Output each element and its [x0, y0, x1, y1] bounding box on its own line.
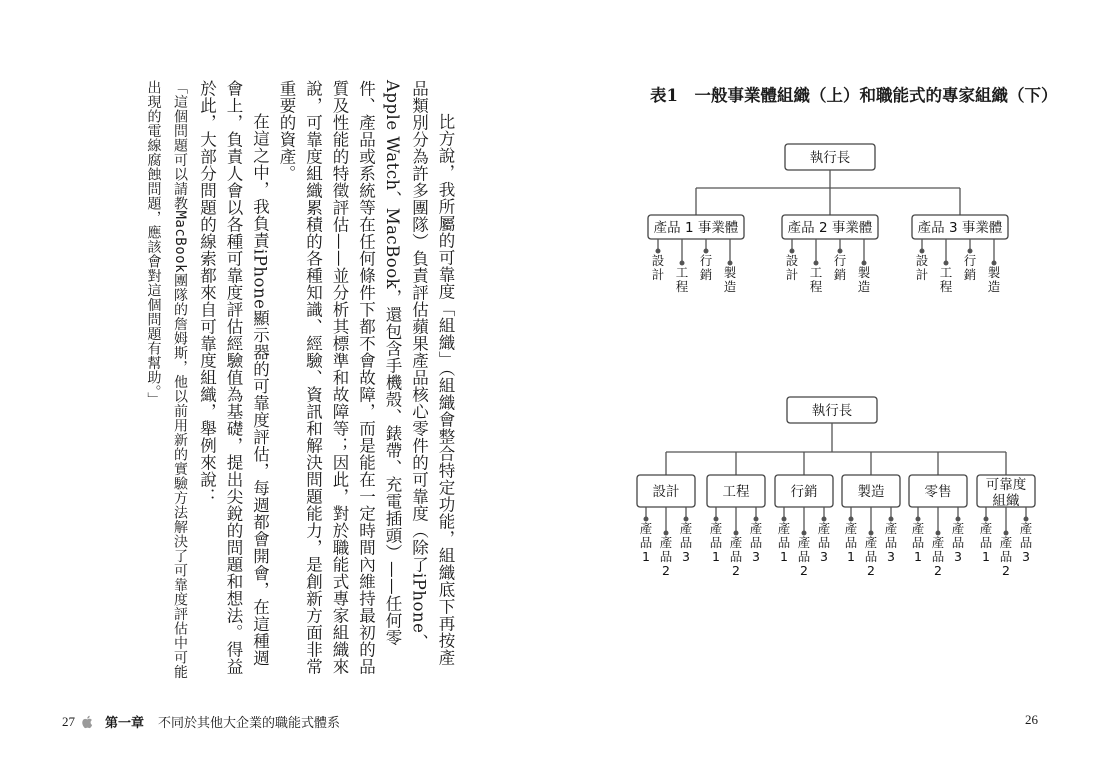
- bottom-unit-2-product-label: 產品 3: [749, 521, 763, 564]
- bottom-unit-6-product-label: 產品 3: [1019, 521, 1033, 564]
- right-page-number: 26: [1025, 712, 1038, 727]
- top-unit-1-function-label: 製造: [723, 265, 737, 294]
- left-page-number: 27: [62, 713, 75, 729]
- chapter-title: 不同於其他大企業的職能式體系: [158, 715, 341, 730]
- top-unit-1-function-label: 工程: [675, 265, 689, 294]
- bottom-unit-3-product-label: 產品 1: [777, 521, 791, 564]
- bottom-unit-4-product-label: 產品 1: [844, 521, 858, 564]
- apple-logo-icon: [81, 715, 93, 729]
- body-text: [134, 80, 458, 680]
- bottom-unit-4-product-label: 產品 3: [884, 521, 898, 564]
- top-unit-1-label: 產品 1 事業體: [653, 220, 739, 236]
- bottom-unit-2-label: 工程: [722, 484, 750, 500]
- bottom-unit-1-product-label: 產品 1: [639, 521, 653, 564]
- table-title: 表1 一般事業體組織（上）和職能式的專家組織（下）: [650, 86, 1058, 105]
- top-unit-2-function-label: 行銷: [833, 253, 847, 282]
- top-unit-3-label: 產品 3 事業體: [917, 220, 1003, 236]
- top-unit-3-function-label: 工程: [939, 265, 953, 294]
- bottom-unit-1-product-label: 產品 3: [679, 521, 693, 564]
- bottom-unit-5-product-label: 產品 1: [911, 521, 925, 564]
- top-unit-2-label: 產品 2 事業體: [787, 220, 873, 236]
- paragraph-1: 比方說，我所屬的可靠度「組織」（組織會整合特定功能，組織底下再按產品類別分為許多團隊）負責評估蘋果產品核心零件的可靠度（除了iPhone、Apple Watch、MacBook，還包含手機殼、錶帶、充電插頭）——任何零件、產品或系統等在任何條件下都不會故障，而是能在一定時間內維持最初的品質及性能的特徵評估——並分析其標準和故障等；因此，對於職能式專家組織來說，可靠度組織累積的各種知識、經驗、資訊和解決問題能力，是創新方面非常重要的資產。: [277, 80, 455, 675]
- org-charts: [550, 0, 1100, 700]
- top-unit-2-function-label: 製造: [857, 265, 871, 294]
- top-unit-3-function-label: 設計: [915, 253, 929, 282]
- bottom-unit-1-product-label: 產品 2: [659, 535, 673, 578]
- bottom-unit-6-product-label: 產品 2: [999, 535, 1013, 578]
- top-unit-3-function-label: 製造: [987, 265, 1001, 294]
- chapter-label: 第一章: [105, 715, 145, 730]
- bottom-unit-2-product-label: 產品 1: [709, 521, 723, 564]
- bottom-unit-4-label: 製造: [857, 484, 885, 500]
- bottom-unit-3-product-label: 產品 3: [817, 521, 831, 564]
- paragraph-2: 在這之中，我負責iPhone顯示器的可靠度評估，每週都會開會，在這種週會上，負責人會以各種可靠度評估經驗值為基礎，提出尖銳的問題和想法。得益於此，大部分問題的線索都來自可靠度組織，舉例來說：: [197, 80, 270, 675]
- bottom-unit-1-label: 設計: [652, 484, 680, 500]
- bottom-unit-3-product-label: 產品 2: [797, 535, 811, 578]
- left-footer: [62, 712, 340, 731]
- bottom-unit-5-label: 零售: [924, 484, 952, 500]
- bottom-unit-6-label: 可靠度: [985, 477, 1027, 493]
- right-page: [550, 0, 1100, 778]
- bottom-unit-3-label: 行銷: [790, 484, 818, 500]
- top-unit-1-function-label: 行銷: [699, 253, 713, 282]
- top-unit-3-function-label: 行銷: [963, 253, 977, 282]
- bottom-unit-5-product-label: 產品 2: [931, 535, 945, 578]
- top-root-ceo-label: 執行長: [809, 150, 851, 166]
- top-unit-2-function-label: 設計: [785, 253, 799, 282]
- top-unit-1-function-label: 設計: [651, 253, 665, 282]
- bottom-root-ceo-label: 執行長: [811, 403, 853, 419]
- bottom-unit-2-product-label: 產品 2: [729, 535, 743, 578]
- bottom-unit-6-label: 組織: [992, 493, 1020, 509]
- bottom-unit-6-product-label: 產品 1: [979, 521, 993, 564]
- top-unit-2-function-label: 工程: [809, 265, 823, 294]
- bottom-unit-4-product-label: 產品 2: [864, 535, 878, 578]
- bottom-unit-5-product-label: 產品 3: [951, 521, 965, 564]
- quote-paragraph: 「這個問題可以請教MacBook團隊的詹姆斯，他以前用新的實驗方法解決了可靠度評估中可能出現的電線腐蝕問題，應該會對這個問題有幫助。」: [145, 80, 188, 680]
